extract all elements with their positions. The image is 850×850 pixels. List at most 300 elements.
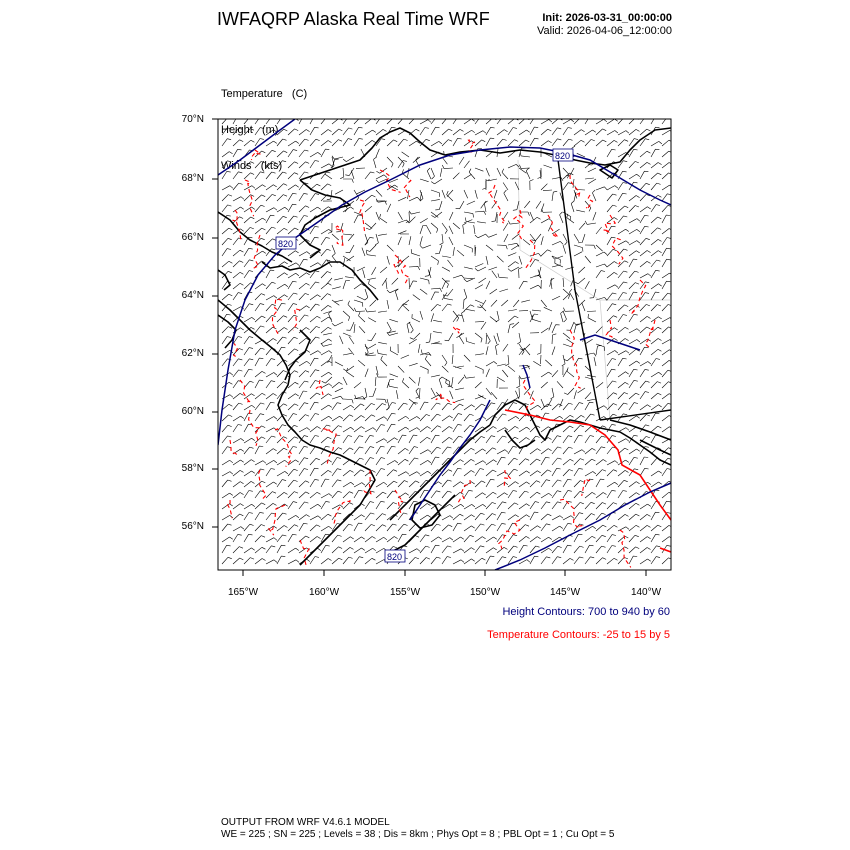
wind-barb (288, 502, 297, 509)
wind-barb (561, 311, 564, 322)
wind-barb (494, 190, 497, 199)
wind-barb (431, 491, 440, 498)
wind-barb (442, 525, 452, 531)
wind-barb (233, 482, 244, 487)
wind-barb (629, 349, 640, 355)
wind-barb (464, 515, 475, 520)
wind-barb (435, 201, 442, 210)
wind-barb (321, 494, 332, 498)
wind-barb (299, 283, 310, 289)
wind-barb (233, 250, 243, 256)
temperature-contour-segment (453, 327, 460, 333)
wind-barb (475, 404, 485, 410)
wind-barb (498, 273, 508, 278)
wind-barb (299, 273, 310, 278)
wind-barb (233, 261, 243, 267)
wind-barb (233, 493, 244, 499)
wind-barb (322, 377, 332, 383)
wind-barb (640, 215, 649, 223)
wind-barb (288, 492, 298, 498)
wind-barb (497, 245, 507, 249)
wind-barb (563, 403, 573, 410)
wind-barb (549, 322, 552, 330)
wind-barb (464, 161, 470, 168)
lon-label-155: 155°W (389, 587, 421, 598)
wind-barb (426, 333, 431, 343)
wind-barb (347, 256, 354, 261)
wind-barb (552, 128, 561, 135)
wind-barb (288, 534, 297, 542)
wind-barb (662, 194, 671, 201)
wind-barb (466, 337, 475, 344)
wind-barb (486, 168, 490, 176)
wind-barb (449, 237, 453, 245)
wind-barb (365, 223, 372, 229)
wind-barb (640, 117, 649, 124)
wind-barb (409, 141, 420, 146)
wind-barb (390, 374, 398, 377)
wind-barb (370, 300, 376, 306)
wind-barb (321, 514, 331, 520)
wind-barb (277, 425, 286, 432)
wind-barb (530, 275, 541, 278)
wind-barb (244, 504, 255, 509)
wind-barb (629, 259, 637, 267)
wind-barb (662, 238, 671, 246)
wind-barb (495, 344, 498, 355)
wind-barb (552, 334, 556, 344)
wind-barb (530, 234, 536, 245)
wind-barb (354, 515, 365, 520)
wind-barb (222, 186, 233, 190)
wind-barb (607, 470, 617, 476)
wind-barb (578, 267, 585, 273)
temperature-contour-segment (249, 410, 260, 446)
temperature-contour-segment (582, 479, 590, 496)
wind-barb (418, 344, 420, 353)
wind-barb (288, 304, 297, 311)
temperature-contour-segment (612, 238, 623, 264)
wind-barb (233, 416, 244, 421)
wind-barb (629, 161, 639, 168)
wind-barb (618, 470, 629, 476)
wind-barb (662, 304, 672, 311)
wind-barb (266, 296, 277, 300)
wind-barb (651, 512, 659, 520)
wind-barb (541, 514, 551, 520)
wind-barb (332, 458, 341, 466)
wind-barb (486, 362, 497, 367)
wind-barb (541, 404, 551, 410)
wind-barb (222, 261, 232, 267)
wind-barb (544, 307, 552, 311)
wind-barb (255, 218, 266, 223)
wind-barb (496, 311, 499, 322)
wind-barb (447, 191, 453, 201)
wind-barb (475, 354, 484, 355)
wind-barb (596, 187, 607, 190)
wind-barb (541, 236, 543, 245)
border-line (557, 152, 671, 420)
wind-barb (508, 416, 519, 421)
wind-barb (222, 415, 232, 421)
wind-barb (552, 557, 561, 564)
wind-barb (233, 283, 243, 289)
wind-barb (266, 315, 276, 322)
wind-barb (266, 270, 274, 278)
wind-barb (596, 493, 607, 499)
wind-barb (453, 504, 464, 509)
wind-barb (486, 256, 488, 265)
wind-barb (588, 179, 596, 184)
wind-barb (244, 260, 253, 267)
wind-barb (380, 214, 387, 223)
wind-barb (497, 333, 499, 342)
wind-barb (543, 190, 552, 191)
wind-barb (497, 130, 508, 135)
wind-barb (277, 139, 287, 146)
wind-barb (651, 557, 660, 564)
wind-barb (448, 260, 454, 267)
wind-barb (222, 228, 232, 234)
wind-barb (332, 396, 343, 399)
wind-barb (420, 366, 428, 374)
wind-barb (453, 537, 464, 542)
wind-barb (376, 417, 387, 421)
wind-barb (244, 173, 254, 179)
wind-barb (367, 278, 376, 280)
wind-barb (552, 370, 558, 377)
wind-barb (288, 414, 297, 421)
wind-barb (288, 469, 298, 476)
wind-barb (497, 472, 508, 476)
wind-barb (369, 388, 376, 397)
wind-barb (420, 120, 431, 124)
wind-barb (530, 459, 540, 465)
wind-barb (299, 162, 309, 168)
height-legend: Height Contours: 700 to 940 by 60 (502, 606, 670, 618)
valid-time: Valid: 2026-04-06_12:00:00 (537, 25, 672, 37)
wind-barb (563, 311, 567, 322)
wind-barb (541, 219, 552, 223)
wind-barb (618, 439, 629, 443)
wind-barb (629, 369, 638, 377)
wind-barb (343, 448, 353, 454)
wind-barb (519, 310, 528, 311)
wind-barb (389, 382, 399, 388)
wind-barb (596, 345, 601, 355)
wind-barb (431, 304, 441, 311)
wind-barb (310, 194, 319, 201)
wind-barb (662, 117, 671, 124)
wind-barb (288, 560, 299, 564)
wind-barb (266, 172, 276, 179)
wind-barb (607, 359, 616, 367)
wind-barb (244, 447, 254, 454)
wind-barb (233, 140, 243, 146)
wind-barb (387, 503, 397, 510)
wind-barb (464, 355, 470, 362)
wind-barb (398, 237, 401, 245)
wind-barb (651, 546, 660, 553)
wind-barb (563, 289, 570, 299)
wind-barb (376, 399, 386, 403)
wind-barb (640, 162, 651, 168)
wind-barb (618, 249, 628, 256)
wind-barb (244, 162, 254, 168)
wind-barb (530, 180, 534, 191)
wind-barb (442, 129, 452, 135)
wind-barb (563, 278, 564, 287)
wind-barb (519, 536, 530, 542)
wind-barb (420, 546, 430, 553)
wind-barb (233, 217, 243, 223)
wind-barb (398, 231, 406, 234)
wind-barb (310, 237, 319, 245)
wind-barb (332, 480, 341, 487)
wind-barb (266, 339, 277, 345)
wind-barb (537, 344, 541, 354)
wind-barb (365, 548, 376, 553)
wind-barb (420, 128, 429, 136)
wind-barb (574, 130, 585, 135)
wind-barb (378, 342, 387, 344)
wind-barb (255, 117, 264, 124)
wind-barb (277, 117, 286, 124)
wind-barb (651, 393, 661, 399)
wind-barb (519, 525, 529, 531)
lon-label-160: 160°W (308, 587, 340, 598)
wind-barb (343, 492, 353, 498)
wind-barb (501, 300, 508, 306)
wind-barb (222, 205, 231, 212)
wind-barb (453, 436, 463, 443)
wind-barb (640, 226, 649, 234)
wind-barb (629, 525, 639, 531)
wind-barb (629, 129, 640, 135)
wind-barb (651, 183, 661, 190)
wind-barb (475, 461, 486, 465)
wind-barb (372, 267, 377, 275)
wind-barb (552, 347, 555, 356)
wind-barb (222, 128, 231, 135)
wind-barb (462, 311, 465, 322)
wind-barb (277, 328, 288, 334)
wind-barb (335, 362, 343, 366)
wind-barb (640, 559, 651, 564)
wind-barb (343, 399, 353, 403)
wind-barb (343, 207, 354, 212)
temperature-contour-segment (251, 150, 260, 160)
wind-barb (497, 502, 506, 509)
wind-barb (266, 436, 275, 443)
wind-barb (310, 479, 319, 487)
wind-barb (526, 168, 530, 179)
wind-barb (277, 284, 288, 289)
wind-barb (334, 278, 343, 280)
wind-barb (552, 468, 561, 476)
wind-barb (395, 289, 398, 300)
wind-barb (277, 382, 287, 388)
wind-barb (412, 314, 420, 322)
wind-barb (560, 212, 563, 223)
wind-barb (449, 226, 453, 234)
wind-barb (490, 317, 497, 323)
wind-barb (365, 537, 376, 543)
wind-barb (431, 141, 442, 146)
wind-barb (440, 234, 444, 245)
wind-barb (299, 130, 310, 136)
wind-barb (321, 117, 331, 124)
wind-barb (266, 560, 277, 564)
wind-barb (455, 366, 464, 368)
wind-barb (343, 311, 350, 321)
wind-barb (607, 461, 618, 465)
wind-barb (563, 516, 574, 520)
temperature-contour-segment (240, 380, 251, 403)
wind-barb (453, 404, 463, 410)
wind-barb (354, 215, 362, 223)
wind-barb (431, 388, 435, 396)
wind-barb (299, 515, 310, 520)
wind-barb (486, 502, 496, 509)
wind-barb (511, 245, 519, 250)
wind-barb (366, 223, 376, 230)
wind-barb (398, 524, 408, 531)
wind-barb (266, 492, 276, 498)
wind-barb (277, 535, 286, 542)
wind-barb (233, 172, 242, 179)
wind-barb (244, 424, 252, 432)
map-content (218, 116, 673, 570)
wind-barb (593, 212, 596, 220)
wind-barb (365, 172, 374, 179)
wind-barb (533, 361, 541, 366)
wind-barb (277, 151, 287, 157)
wind-barb (662, 259, 671, 267)
wind-barb (530, 502, 539, 509)
wind-barb (354, 427, 365, 432)
wind-barb (376, 439, 387, 443)
wind-barb (266, 327, 276, 333)
wind-barb (255, 414, 264, 421)
model-footer (221, 817, 614, 841)
wind-barb (244, 337, 253, 344)
wind-barb (442, 437, 453, 443)
wind-barb (475, 558, 485, 564)
wind-barb (497, 117, 506, 124)
wind-barb (607, 218, 618, 224)
wind-barb (629, 457, 638, 465)
wind-barb (365, 234, 368, 245)
wind-barb (277, 526, 288, 532)
wind-barb (541, 537, 552, 542)
wind-barb (321, 327, 332, 333)
wind-barb (442, 491, 452, 498)
wind-barb (563, 558, 574, 564)
wind-barb (505, 355, 509, 366)
wind-barb (392, 278, 398, 284)
wind-barb (343, 366, 354, 371)
wind-barb (431, 127, 440, 135)
wind-barb (310, 282, 319, 289)
wind-barb (357, 296, 365, 300)
temperature-contour-segment (333, 500, 350, 526)
wind-barb (387, 438, 398, 443)
wind-barb (541, 184, 547, 190)
height-label-1: 820 (555, 151, 571, 161)
wind-barb (310, 436, 319, 444)
wind-barb (552, 447, 561, 454)
wind-barb (244, 217, 254, 223)
wind-barb (530, 481, 540, 487)
wind-barb (640, 304, 650, 311)
wind-barb (640, 381, 650, 388)
wind-barb (464, 405, 475, 410)
wind-barb (574, 415, 585, 421)
wind-barb (255, 128, 264, 135)
wind-barb (354, 404, 364, 410)
wind-barb (486, 127, 495, 135)
wind-barb (321, 501, 330, 509)
wind-barb (277, 216, 287, 223)
wind-barb (387, 256, 390, 265)
lon-label-145: 145°W (549, 587, 581, 598)
wind-barb (425, 356, 431, 366)
wind-barb (662, 293, 672, 300)
wind-barb (640, 362, 651, 367)
wind-barb (573, 179, 574, 188)
wind-barb (401, 355, 409, 359)
wind-barb (310, 127, 319, 135)
wind-barb (629, 403, 638, 410)
wind-barb (435, 245, 442, 254)
wind-barb (409, 435, 417, 443)
wind-barb (618, 229, 629, 234)
wind-barb (288, 185, 299, 190)
wind-barb (474, 225, 475, 234)
wind-barb (467, 201, 475, 205)
wind-barb (222, 404, 232, 410)
wind-barb (431, 457, 439, 465)
wind-barb (453, 482, 464, 487)
wind-barb (651, 413, 659, 421)
wind-barb (563, 479, 572, 487)
wind-barb (266, 417, 277, 422)
axis-ticks (212, 119, 646, 576)
wind-barb (492, 201, 497, 208)
wind-barb (513, 201, 519, 210)
wind-barb (564, 388, 574, 395)
wind-barb (390, 347, 398, 355)
wind-barb (343, 436, 352, 444)
wind-barb (541, 328, 549, 333)
wind-barb (321, 361, 332, 366)
wind-barb (567, 368, 574, 378)
wind-barb (321, 559, 332, 565)
wind-barb (519, 504, 530, 509)
wind-barb (299, 116, 307, 124)
wind-barb (409, 236, 411, 245)
wind-barb (277, 195, 287, 201)
wind-barb (662, 205, 672, 212)
wind-barb (563, 344, 572, 347)
wind-barb (387, 524, 397, 531)
wind-barb (475, 366, 483, 374)
wind-barb (222, 382, 232, 388)
wind-barb (453, 173, 459, 179)
wind-barb (299, 469, 308, 476)
